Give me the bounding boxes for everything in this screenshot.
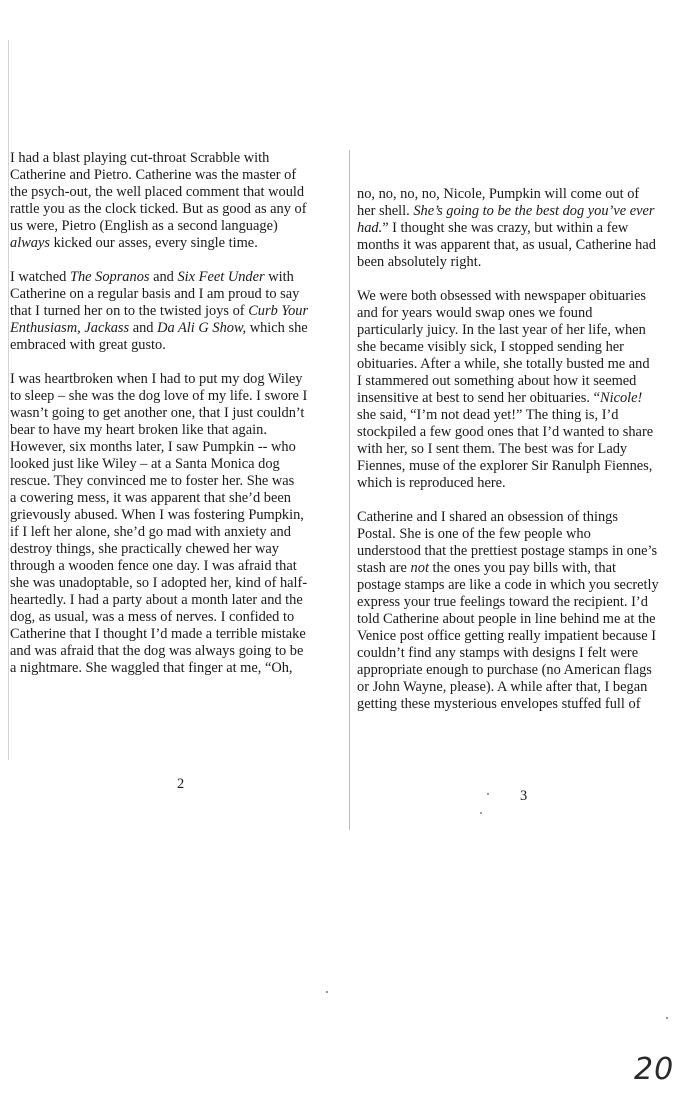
text-run: appropriate enough to purchase (no American flags [357, 662, 652, 678]
italic-text: The Sopranos [69, 269, 150, 285]
text-line [357, 373, 675, 390]
text-run: grievously abused. When I was fostering Pumpkin, [10, 507, 304, 523]
text-line [357, 305, 675, 322]
text-line [357, 645, 675, 662]
text-line [10, 303, 344, 320]
text-run: the psych-out, the well placed comment that would [10, 184, 305, 200]
text-run: and [149, 269, 178, 285]
text-line [357, 407, 675, 424]
text-run: destroy things, she practically chewed her way [10, 541, 279, 557]
text-line [357, 254, 675, 271]
text-line [10, 524, 344, 541]
text-run: ” I thought she was crazy, but within a few [382, 220, 629, 236]
text-line [357, 356, 675, 373]
text-run: rescue. They convinced me to foster her. She was [10, 473, 295, 489]
text-run: she said, “I’m not dead yet!” The thing is, I’d [357, 407, 619, 423]
text-line [357, 186, 675, 203]
text-line [10, 422, 344, 439]
text-line [357, 441, 675, 458]
text-run: Postal. She is one of the few people who [357, 526, 591, 542]
text-run: that I turned her on to the twisted joys of [10, 303, 249, 319]
text-run: postage stamps are like a code in which you secretly [357, 577, 659, 593]
page-number-left: 2 [177, 776, 185, 792]
text-line [10, 456, 344, 473]
text-run: particularly juicy. In the last year of her life, when [357, 322, 646, 338]
italic-text: always [10, 235, 50, 251]
text-run: a cowering mess, it was apparent that she’d been [10, 490, 291, 506]
text-run: I had a blast playing cut-throat Scrabble with [10, 150, 270, 166]
text-run: Catherine that I thought I’d made a terrible mistake [10, 626, 306, 642]
text-run: express your true feelings toward the recipient. I’d [357, 594, 648, 610]
text-line [10, 660, 344, 677]
text-run: told Catherine about people in line behind me at the [357, 611, 656, 627]
text-run: dog, as usual, was a mess of nerves. I confided to [10, 609, 295, 625]
text-line [10, 626, 344, 643]
text-run: stockpiled a few good ones that I’d wanted to share [357, 424, 654, 440]
text-run: which is reproduced here. [357, 475, 506, 491]
paragraph [357, 288, 675, 492]
text-run: with [264, 269, 294, 285]
text-run: months it was apparent that, as usual, Catherine had [357, 237, 656, 253]
italic-text: not [410, 560, 429, 576]
text-run: she was unadoptable, so I adopted her, kind of half- [10, 575, 308, 591]
text-run: looked just like Wiley – at a Santa Monica dog [10, 456, 280, 472]
text-line [10, 473, 344, 490]
text-line [10, 592, 344, 609]
italic-text: Curb Your [248, 303, 309, 319]
page-edge-shadow [8, 40, 9, 760]
italic-text: Da Ali G Show, [157, 320, 247, 336]
text-line [10, 286, 344, 303]
text-line [10, 218, 344, 235]
text-run: Catherine and I shared an obsession of things [357, 509, 618, 525]
text-line [357, 543, 675, 560]
italic-text: Enthusiasm, Jackass [10, 320, 130, 336]
italic-text: had. [357, 220, 383, 236]
text-line [357, 628, 675, 645]
text-line [357, 288, 675, 305]
text-line [357, 203, 675, 220]
scan-speck [326, 991, 328, 993]
text-line [10, 320, 344, 337]
text-run: through a wooden fence one day. I was afraid that [10, 558, 297, 574]
text-run: the ones you pay bills with, that [428, 560, 616, 576]
text-run: However, six months later, I saw Pumpkin -- who [10, 439, 296, 455]
text-line [357, 611, 675, 628]
text-line [10, 575, 344, 592]
text-run: she became visibly sick, I stopped sending her [357, 339, 624, 355]
text-run: Catherine and Pietro. Catherine was the master of [10, 167, 297, 183]
text-line [10, 269, 344, 286]
text-line [357, 662, 675, 679]
text-line [357, 560, 675, 577]
text-run: or John Wayne, please). A while after that, I began [357, 679, 648, 695]
paragraph [10, 371, 344, 677]
text-run: Venice post office getting really impatient because I [357, 628, 657, 644]
text-line [10, 507, 344, 524]
text-line [10, 405, 344, 422]
text-line [10, 184, 344, 201]
text-line [10, 439, 344, 456]
page-number-right: 3 [520, 788, 528, 804]
text-line [10, 337, 344, 354]
text-line [357, 390, 675, 407]
text-run: and for years would swap ones we found [357, 305, 593, 321]
text-line [10, 235, 344, 252]
scan-speck [480, 812, 482, 814]
text-run: kicked our asses, every single time. [49, 235, 258, 251]
text-run: I was heartbroken when I had to put my dog Wiley [10, 371, 303, 387]
italic-text: Six Feet Under [177, 269, 265, 285]
text-line [357, 424, 675, 441]
paragraph [357, 186, 675, 271]
text-run: We were both obsessed with newspaper obituaries [357, 288, 646, 304]
text-run: and was afraid that the dog was always going to be [10, 643, 304, 659]
paragraph [357, 509, 675, 713]
text-line [357, 577, 675, 594]
text-run: getting these mysterious envelopes stuffed full of [357, 696, 641, 712]
text-line [357, 696, 675, 713]
text-run: to sleep – she was the dog love of my life. I swore I [10, 388, 308, 404]
text-line [357, 509, 675, 526]
handwritten-page-mark: 20 [634, 1052, 675, 1087]
text-run: wasn’t going to get another one, that I just couldn’t [10, 405, 305, 421]
text-line [357, 475, 675, 492]
italic-text: Nicole! [599, 390, 643, 406]
text-line [10, 371, 344, 388]
text-line [357, 237, 675, 254]
text-run: couldn’t find any stamps with designs I felt were [357, 645, 639, 661]
text-run: embraced with great gusto. [10, 337, 166, 353]
text-line [10, 388, 344, 405]
text-run: Fiennes, muse of the explorer Sir Ranulph Fiennes, [357, 458, 653, 474]
text-run: I watched [10, 269, 70, 285]
text-run: understood that the prettiest postage stamps in one’s [357, 543, 658, 559]
italic-text: She’s going to be the best dog you’ve ever [413, 203, 655, 219]
text-run: and [129, 320, 158, 336]
text-run: with her, so I sent them. The best was for Lady [357, 441, 628, 457]
scan-speck [666, 1017, 668, 1019]
text-run: I stammered out something about how it seemed [357, 373, 637, 389]
text-run: been absolutely right. [357, 254, 482, 270]
text-run: rattle you as the clock ticked. But as good as any of [10, 201, 307, 217]
text-run: no, no, no, no, Nicole, Pumpkin will come out of [357, 186, 640, 202]
text-run: obituaries. After a while, she totally busted me and [357, 356, 650, 372]
text-run: Catherine on a regular basis and I am proud to say [10, 286, 300, 302]
text-run: insensitive at best to send her obituaries. “ [357, 390, 600, 406]
text-run: us were, Pietro (English as a second language) [10, 218, 278, 234]
text-line [10, 167, 344, 184]
text-run: a nightmare. She waggled that finger at me, “Oh, [10, 660, 293, 676]
text-line [357, 220, 675, 237]
text-line [10, 558, 344, 575]
text-line [10, 643, 344, 660]
right-column [357, 186, 675, 730]
text-line [357, 594, 675, 611]
text-line [10, 490, 344, 507]
scan-speck [487, 793, 489, 795]
text-run: her shell. [357, 203, 414, 219]
text-line [10, 201, 344, 218]
text-run: heartedly. I had a party about a month later and the [10, 592, 303, 608]
text-line [357, 339, 675, 356]
text-line [10, 150, 344, 167]
text-line [10, 609, 344, 626]
text-run: bear to have my heart broken like that again. [10, 422, 267, 438]
text-line [357, 458, 675, 475]
text-run: stash are [357, 560, 411, 576]
paragraph [10, 269, 344, 354]
text-line [357, 526, 675, 543]
text-line [357, 322, 675, 339]
text-run: if I left her alone, she’d go mad with anxiety and [10, 524, 291, 540]
column-divider [349, 150, 350, 830]
text-line [10, 541, 344, 558]
text-line [357, 679, 675, 696]
paragraph [10, 150, 344, 252]
left-column [10, 150, 344, 694]
text-run: which she [246, 320, 308, 336]
